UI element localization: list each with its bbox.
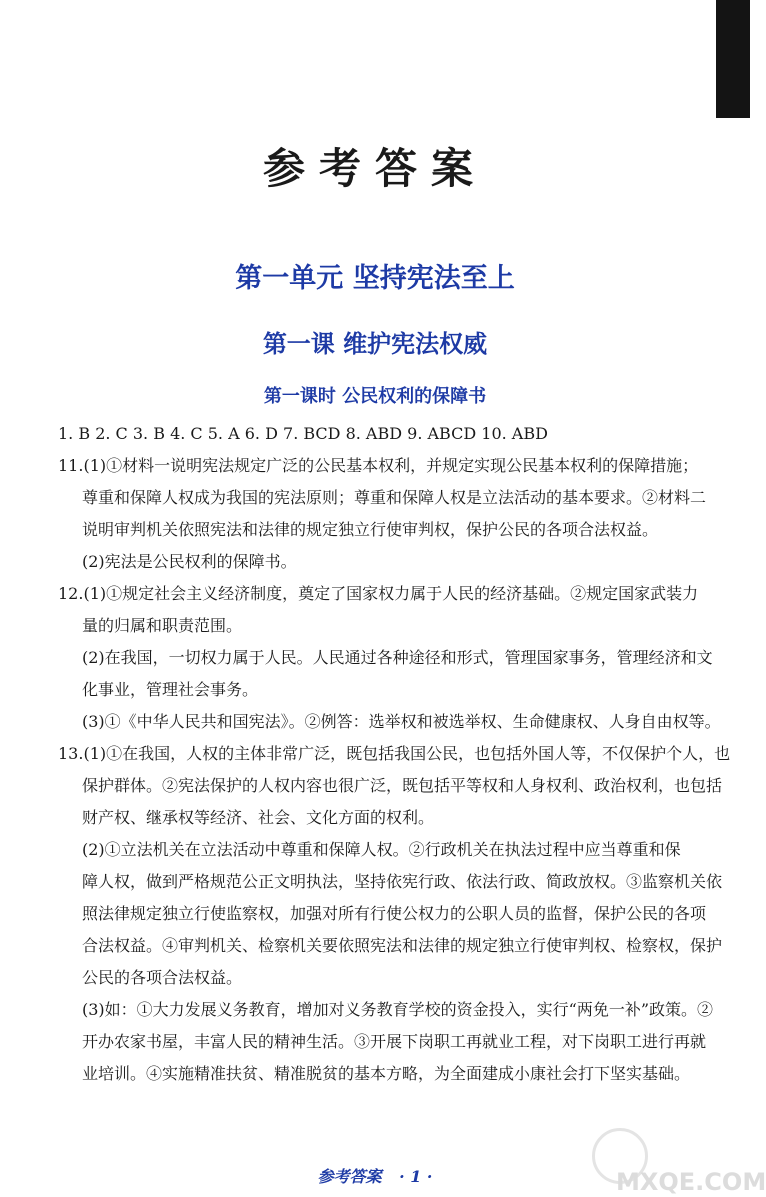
answer-line: 化事业，管理社会事务。 [82,680,259,699]
answer-line: 开办农家书屋，丰富人民的精神生活。③开展下岗职工再就业工程，对下岗职工进行再就 [82,1032,707,1051]
answer-line: 12.(1)①规定社会主义经济制度，奠定了国家权力属于人民的经济基础。②规定国家武装力 [58,584,699,603]
answer-line: 照法律规定独立行使监察权，加强对所有行使公权力的公职人员的监督，保护公民的各项 [82,904,707,923]
answer-line: (2)①立法机关在立法活动中尊重和保障人权。②行政机关在执法过程中应当尊重和保 [82,840,681,859]
answer-line: (2)宪法是公民权利的保障书。 [82,552,297,571]
answer-line: 财产权、继承权等经济、社会、文化方面的权利。 [82,808,435,827]
answer-line: 障人权，做到严格规范公正文明执法，坚持依宪行政、依法行政、简政放权。③监察机关依 [82,872,723,891]
answer-line: (3)①《中华人民共和国宪法》。②例答：选举权和被选举权、生命健康权、人身自由权等。 [82,712,721,731]
answer-line: 1. B 2. C 3. B 4. C 5. A 6. D 7. BCD 8. ABD 9. ABCD 10. ABD [58,424,548,443]
answer-line: 尊重和保障人权成为我国的宪法原则；尊重和保障人权是立法活动的基本要求。②材料二 [82,488,707,507]
answer-line: 量的归属和职责范围。 [82,616,243,635]
answer-line: 业培训。④实施精准扶贫、精准脱贫的基本方略，为全面建成小康社会打下坚实基础。 [82,1064,691,1083]
period-heading: 第一课时 公民权利的保障书 [263,386,487,407]
answer-line: 11.(1)①材料一说明宪法规定广泛的公民基本权利，并规定实现公民基本权利的保障措施； [58,456,699,475]
watermark-text: MXQE.COM [616,1168,766,1196]
page-title: 参考答案 [262,144,487,193]
answer-line: 合法权益。④审判机关、检察机关要依照宪法和法律的规定独立行使审判权、检察权，保护 [82,936,723,955]
scan-edge-bar [716,0,750,118]
answer-line: 说明审判机关依照宪法和法律的规定独立行使审判权，保护公民的各项合法权益。 [82,520,659,539]
unit-heading: 第一单元 坚持宪法至上 [235,263,515,294]
answer-line: (3)如：①大力发展义务教育，增加对义务教育学校的资金投入，实行“两免一补”政策。② [82,1000,714,1019]
lesson-heading: 第一课 维护宪法权威 [262,330,488,358]
answer-line: 保护群体。②宪法保护的人权内容也很广泛，既包括平等权和人身权利、政治权利，也包括 [82,776,723,795]
footer-label: 参考答案 [317,1167,382,1186]
answer-line: (2)在我国，一切权力属于人民。人民通过各种途径和形式，管理国家事务，管理经济和文 [82,648,713,667]
answer-line: 13.(1)①在我国，人权的主体非常广泛，既包括我国公民，也包括外国人等，不仅保护个人，也 [58,744,731,763]
answer-line: 公民的各项合法权益。 [82,968,243,987]
page-number: · 1 · [399,1167,433,1186]
